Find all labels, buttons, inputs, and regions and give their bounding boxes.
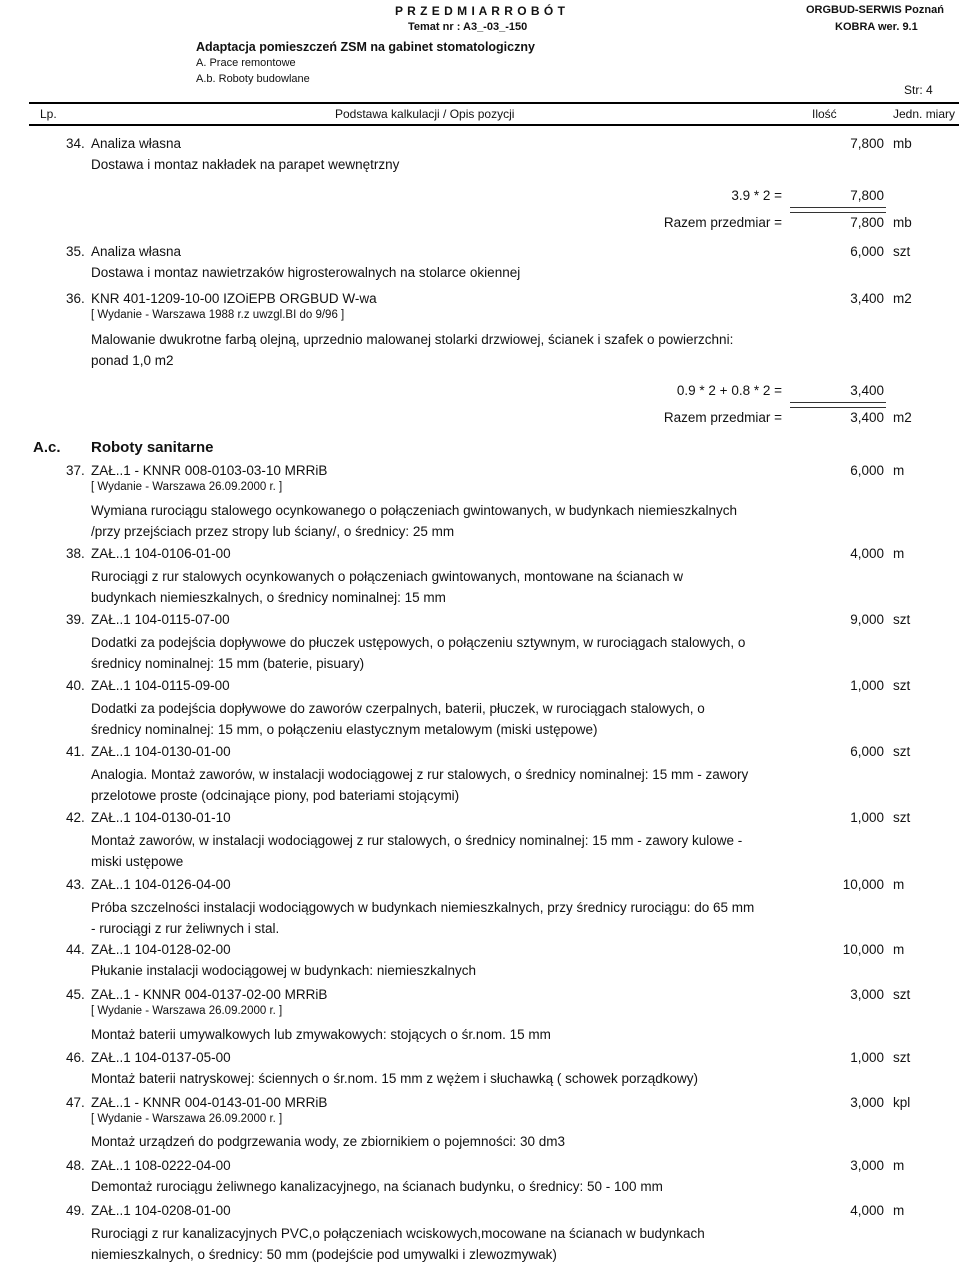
- item-basis: ZAŁ..1 104-0130-01-10: [91, 810, 231, 825]
- item-quantity: 3,000: [850, 1158, 884, 1173]
- item-basis: ZAŁ..1 104-0137-05-00: [91, 1050, 231, 1065]
- item-description: Dostawa i montaz nakładek na parapet wewnętrzny: [91, 157, 400, 172]
- item-edition: [ Wydanie - Warszawa 26.09.2000 r. ]: [91, 481, 283, 493]
- item-basis: ZAŁ..1 - KNNR 008-0103-03-10 MRRiB: [91, 463, 328, 478]
- item-basis: ZAŁ..1 - KNNR 004-0143-01-00 MRRiB: [91, 1095, 328, 1110]
- item-unit: mb: [893, 136, 912, 151]
- item-unit: szt: [893, 810, 911, 825]
- item-basis: ZAŁ..1 104-0208-01-00: [91, 1203, 231, 1218]
- calc-value: 3,400: [850, 383, 884, 398]
- item-quantity: 4,000: [850, 546, 884, 561]
- item-quantity: 4,000: [850, 1203, 884, 1218]
- item-lp: 48.: [66, 1158, 85, 1173]
- column-lp: Lp.: [40, 107, 57, 121]
- item-edition: [ Wydanie - Warszawa 26.09.2000 r. ]: [91, 1113, 283, 1125]
- item-quantity: 6,000: [850, 463, 884, 478]
- item-unit: szt: [893, 744, 911, 759]
- item-lp: 49.: [66, 1203, 85, 1218]
- item-quantity: 3,000: [850, 1095, 884, 1110]
- item-unit: m: [893, 1203, 905, 1218]
- item-lp: 45.: [66, 987, 85, 1002]
- item-unit: m2: [893, 291, 912, 306]
- item-quantity: 1,000: [850, 1050, 884, 1065]
- item-edition: [ Wydanie - Warszawa 26.09.2000 r. ]: [91, 1005, 283, 1017]
- total-label: Razem przedmiar =: [663, 410, 782, 425]
- section-title: Roboty sanitarne: [91, 439, 214, 456]
- item-lp: 47.: [66, 1095, 85, 1110]
- total-double-rule: [790, 402, 886, 408]
- item-unit: szt: [893, 1050, 911, 1065]
- column-quantity: Ilość: [812, 107, 837, 121]
- item-quantity: 10,000: [842, 942, 884, 957]
- item-description: Płukanie instalacji wodociągowej w budynkach: niemieszkalnych: [91, 963, 476, 978]
- item-unit: szt: [893, 987, 911, 1002]
- item-description: Montaż baterii umywalkowych lub zmywakowych: stojących o śr.nom. 15 mm: [91, 1027, 551, 1042]
- item-lp: 43.: [66, 877, 85, 892]
- item-lp: 41.: [66, 744, 85, 759]
- total-double-rule: [790, 207, 886, 213]
- item-unit: m: [893, 463, 905, 478]
- item-unit: m: [893, 942, 905, 957]
- item-description: Montaż baterii natryskowej: ściennych o śr.nom. 15 mm z wężem i słuchawką ( schowek porządkowy): [91, 1071, 698, 1086]
- item-basis: ZAŁ..1 104-0130-01-00: [91, 744, 231, 759]
- item-description: Montaż urządzeń do podgrzewania wody, ze zbiornikiem o pojemności: 30 dm3: [91, 1134, 566, 1149]
- item-description: Dodatki za podejścia dopływowe do płuczek ustępowych, o połączeniu sztywnym, w rurociągach stalowych, o średnicy nominalnej: 15 mm (baterie, pisuary): [91, 635, 746, 671]
- item-lp: 40.: [66, 678, 85, 693]
- item-description: Malowanie dwukrotne farbą olejną, uprzednio malowanej stolarki drzwiowej, ścianek i szafek o powierzchni: ponad 1,0 m2: [91, 332, 734, 368]
- software-version: KOBRA wer. 9.1: [835, 21, 918, 33]
- item-basis: ZAŁ..1 104-0128-02-00: [91, 942, 231, 957]
- item-description: Wymiana rurociągu stalowego ocynkowanego o połączeniach gwintowanych, w budynkach niemieszkalnych /przy przejściach przez stropy lub ściany/, o średnicy: 25 mm: [91, 503, 737, 539]
- calc-formula: 3.9 * 2 =: [731, 188, 782, 203]
- item-lp: 46.: [66, 1050, 85, 1065]
- column-unit: Jedn. miary: [893, 107, 956, 121]
- item-unit: kpl: [893, 1095, 911, 1110]
- item-lp: 42.: [66, 810, 85, 825]
- section-ab-title: A.b. Roboty budowlane: [196, 73, 310, 85]
- item-description: Dostawa i montaz nawietrzaków higrosterowalnych na stolarce okiennej: [91, 265, 521, 280]
- header-bottom-rule: [29, 124, 959, 126]
- item-description: Rurociągi z rur stalowych ocynkowanych o połączeniach gwintowanych, montowane na ścianach w budynkach niemieszkalnych, o średnicy nominalnej: 15 mm: [91, 569, 684, 605]
- item-unit: szt: [893, 612, 911, 627]
- column-basis-description: Podstawa kalkulacji / Opis pozycji: [335, 107, 515, 121]
- item-lp: 39.: [66, 612, 85, 627]
- item-quantity: 7,800: [850, 136, 884, 151]
- section-a-title: A. Prace remontowe: [196, 57, 296, 69]
- item-unit: szt: [893, 678, 911, 693]
- item-basis: Analiza własna: [91, 136, 182, 151]
- section-code: A.c.: [33, 439, 61, 456]
- item-quantity: 3,000: [850, 987, 884, 1002]
- item-basis: ZAŁ..1 108-0222-04-00: [91, 1158, 231, 1173]
- item-unit: m: [893, 1158, 905, 1173]
- item-unit: m: [893, 877, 905, 892]
- item-basis: ZAŁ..1 104-0106-01-00: [91, 546, 231, 561]
- item-quantity: 6,000: [850, 244, 884, 259]
- item-basis: KNR 401-1209-10-00 IZOiEPB ORGBUD W-wa: [91, 291, 377, 306]
- total-label: Razem przedmiar =: [663, 215, 782, 230]
- subject-number: Temat nr : A3_-03_-150: [408, 21, 528, 33]
- calc-value: 7,800: [850, 188, 884, 203]
- item-description: Demontaż rurociągu żeliwnego kanalizacyjnego, na ścianach budynku, o średnicy: 50 - 100 mm: [91, 1179, 663, 1194]
- item-quantity: 1,000: [850, 678, 884, 693]
- item-lp: 44.: [66, 942, 85, 957]
- total-unit: mb: [893, 215, 912, 230]
- item-quantity: 6,000: [850, 744, 884, 759]
- item-lp: 38.: [66, 546, 85, 561]
- item-unit: szt: [893, 244, 911, 259]
- item-lp: 35.: [66, 244, 85, 259]
- item-quantity: 1,000: [850, 810, 884, 825]
- item-basis: ZAŁ..1 104-0115-09-00: [91, 678, 230, 693]
- item-description: Montaż zaworów, w instalacji wodociągowej z rur stalowych, o średnicy nominalnej: 15 mm - zawory kulowe - miski ustępowe: [91, 833, 743, 869]
- total-unit: m2: [893, 410, 912, 425]
- item-basis: ZAŁ..1 104-0115-07-00: [91, 612, 230, 627]
- company-name: ORGBUD-SERWIS Poznań: [806, 4, 944, 16]
- item-description: Dodatki za podejścia dopływowe do zaworów czerpalnych, baterii, płuczek, w rurociągach stalowych, o średnicy nominalnej: 15 mm, o połączeniu elastycznym metalowym (miski ustępowe): [91, 701, 705, 737]
- document-title: P R Z E D M I A R R O B Ó T: [395, 4, 566, 18]
- header-top-rule: [29, 102, 959, 104]
- item-description: Rurociągi z rur kanalizacyjnych PVC,o połączeniach wciskowych,mocowane na ścianach w budynkach niemieszkalnych, o średnicy: 50 mm (podejście pod umywalki i zlewozmywak): [91, 1226, 705, 1262]
- calc-formula: 0.9 * 2 + 0.8 * 2 =: [676, 383, 782, 398]
- item-lp: 34.: [66, 136, 85, 151]
- item-lp: 36.: [66, 291, 85, 306]
- item-lp: 37.: [66, 463, 85, 478]
- item-quantity: 3,400: [850, 291, 884, 306]
- item-edition: [ Wydanie - Warszawa 1988 r.z uwzgl.BI do 9/96 ]: [91, 309, 345, 321]
- item-description: Próba szczelności instalacji wodociągowych w budynkach niemieszkalnych, przy średnicy rurociągu: do 65 mm - rurociągi z rur żeliwnych i stal.: [91, 900, 755, 936]
- item-basis: ZAŁ..1 - KNNR 004-0137-02-00 MRRiB: [91, 987, 328, 1002]
- item-basis: ZAŁ..1 104-0126-04-00: [91, 877, 231, 892]
- total-value: 3,400: [850, 410, 884, 425]
- page-number: Str: 4: [904, 83, 933, 97]
- item-unit: m: [893, 546, 905, 561]
- item-quantity: 9,000: [850, 612, 884, 627]
- project-title: Adaptacja pomieszczeń ZSM na gabinet stomatologiczny: [196, 40, 535, 54]
- item-basis: Analiza własna: [91, 244, 182, 259]
- total-value: 7,800: [850, 215, 884, 230]
- item-quantity: 10,000: [842, 877, 884, 892]
- item-description: Analogia. Montaż zaworów, w instalacji wodociągowej z rur stalowych, o średnicy nominalnej: 15 mm - zawory przelotowe proste (odcinające piony, pod bateriami stojącymi): [91, 767, 749, 803]
